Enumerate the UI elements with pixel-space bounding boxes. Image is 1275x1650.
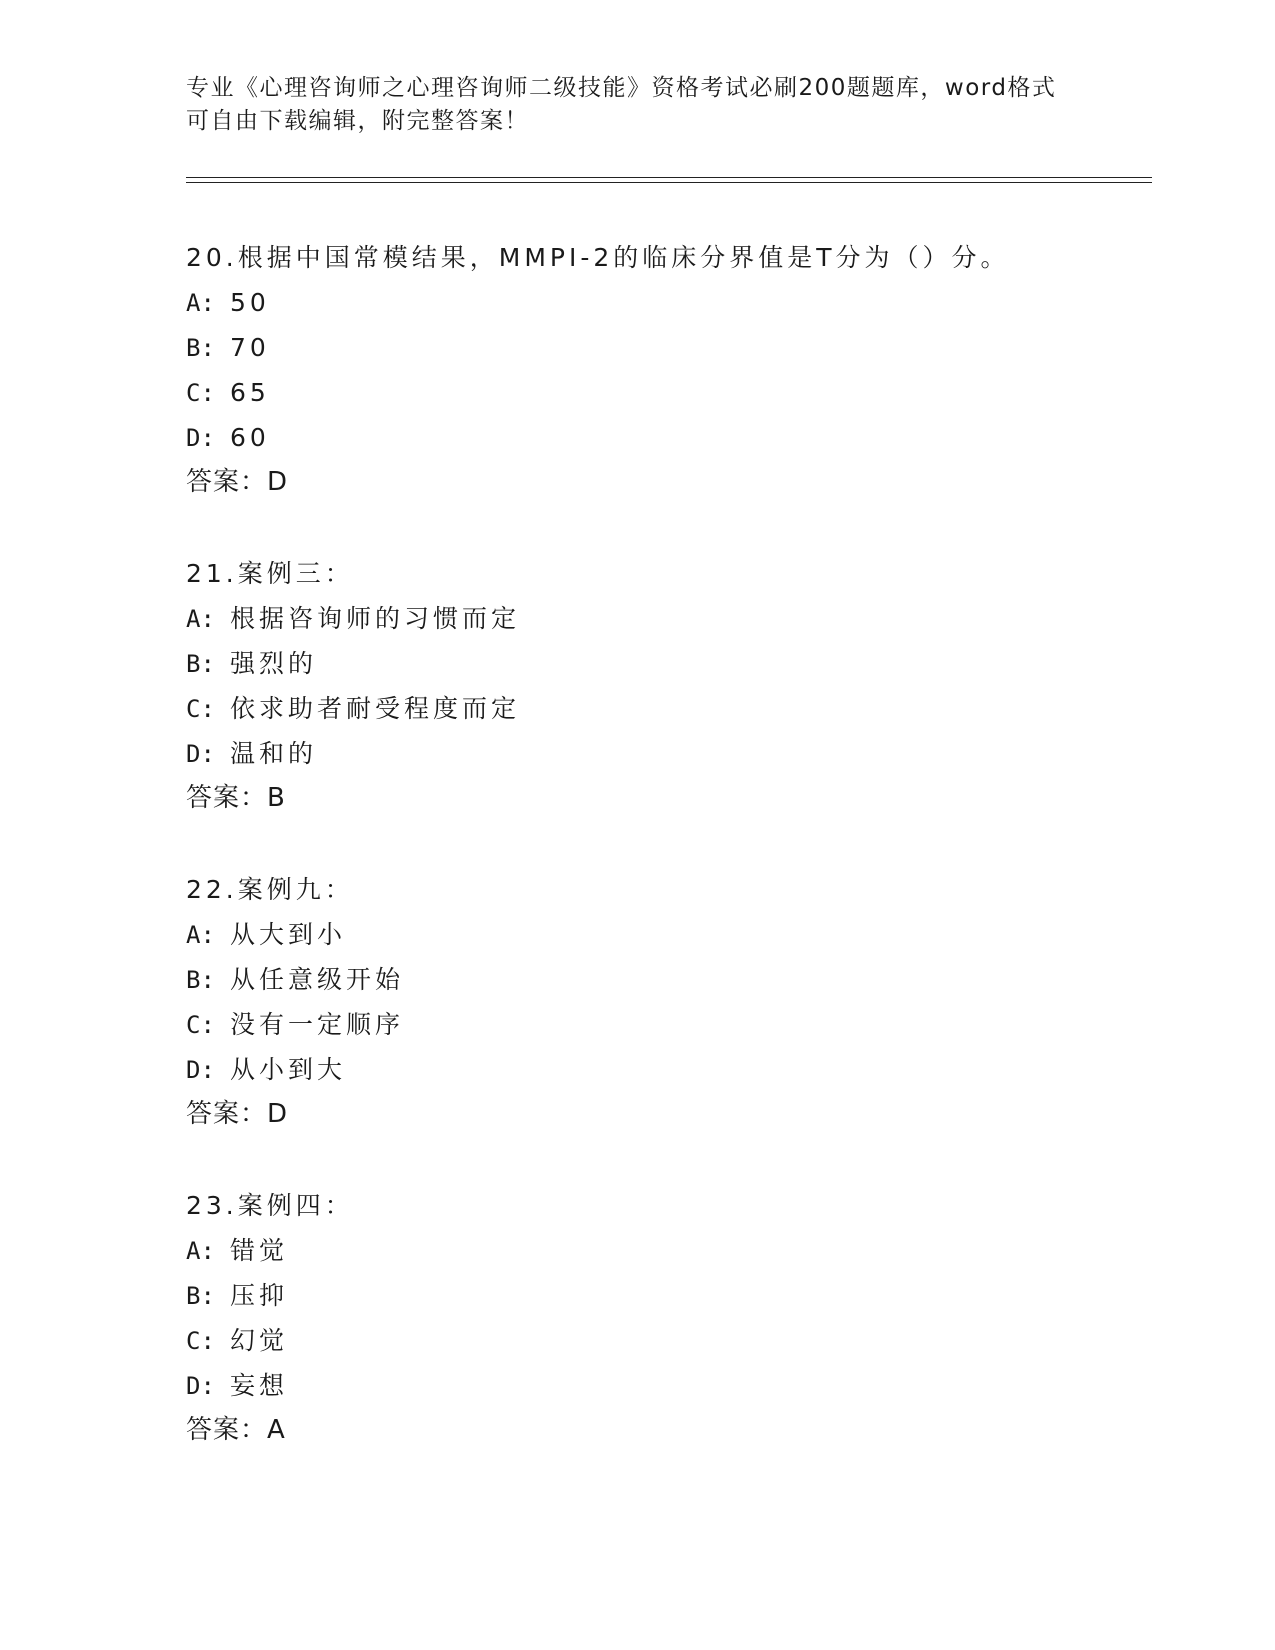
option-text: 错觉 <box>230 1236 289 1265</box>
option-d <box>186 415 1146 460</box>
option-key: B: <box>186 966 215 994</box>
answer-line: 答案：B <box>186 783 286 813</box>
header-divider-top <box>186 177 1152 178</box>
option-key: C: <box>186 1327 215 1355</box>
option-c <box>186 1002 1146 1047</box>
option-key: C: <box>186 379 215 407</box>
question-title: 20.根据中国常模结果，MMPI-2的临床分界值是T分为（）分。 <box>186 243 1010 272</box>
option-a <box>186 1228 1146 1273</box>
option-text: 妄想 <box>230 1371 289 1400</box>
document-header <box>186 72 1086 138</box>
question-title: 23.案例四： <box>186 1191 354 1220</box>
header-line-2: 可自由下载编辑，附完整答案！ <box>186 108 529 134</box>
option-key: B: <box>186 334 215 362</box>
option-key: D: <box>186 424 215 452</box>
option-key: A: <box>186 921 215 949</box>
header-line-1: 专业《心理咨询师之心理咨询师二级技能》资格考试必刷200题题库，word格式 <box>186 75 1057 101</box>
option-text: 压抑 <box>230 1281 289 1310</box>
option-a <box>186 280 1146 325</box>
answer-line: 答案：D <box>186 467 289 497</box>
option-key: C: <box>186 1011 215 1039</box>
option-text: 温和的 <box>230 739 318 768</box>
option-text: 没有一定顺序 <box>230 1010 405 1039</box>
header-divider-bottom <box>186 182 1152 183</box>
question-title: 21.案例三： <box>186 559 354 588</box>
option-a <box>186 912 1146 957</box>
answer-line: 答案：D <box>186 1099 289 1129</box>
option-b <box>186 325 1146 370</box>
option-text: 强烈的 <box>230 649 318 678</box>
option-text: 幻觉 <box>230 1326 289 1355</box>
question-list <box>186 235 1146 1499</box>
option-text: 65 <box>230 378 270 407</box>
option-key: D: <box>186 740 215 768</box>
option-key: B: <box>186 650 215 678</box>
option-text: 从大到小 <box>230 920 347 949</box>
answer-line: 答案：A <box>186 1415 286 1445</box>
option-key: A: <box>186 605 215 633</box>
option-key: D: <box>186 1372 215 1400</box>
option-d <box>186 731 1146 776</box>
question-title: 22.案例九： <box>186 875 354 904</box>
option-text: 70 <box>230 333 270 362</box>
option-text: 根据咨询师的习惯而定 <box>230 604 521 633</box>
option-b <box>186 641 1146 686</box>
option-d <box>186 1363 1146 1408</box>
option-text: 60 <box>230 423 270 452</box>
option-a <box>186 596 1146 641</box>
option-key: A: <box>186 289 215 317</box>
question-21 <box>186 551 1146 821</box>
option-c <box>186 370 1146 415</box>
option-key: C: <box>186 695 215 723</box>
option-text: 从任意级开始 <box>230 965 405 994</box>
option-text: 50 <box>230 288 270 317</box>
option-key: D: <box>186 1056 215 1084</box>
option-c <box>186 1318 1146 1363</box>
question-22 <box>186 867 1146 1137</box>
option-text: 从小到大 <box>230 1055 347 1084</box>
option-d <box>186 1047 1146 1092</box>
option-text: 依求助者耐受程度而定 <box>230 694 521 723</box>
question-23 <box>186 1183 1146 1453</box>
option-key: A: <box>186 1237 215 1265</box>
option-key: B: <box>186 1282 215 1310</box>
question-20 <box>186 235 1146 505</box>
option-b <box>186 957 1146 1002</box>
option-c <box>186 686 1146 731</box>
option-b <box>186 1273 1146 1318</box>
